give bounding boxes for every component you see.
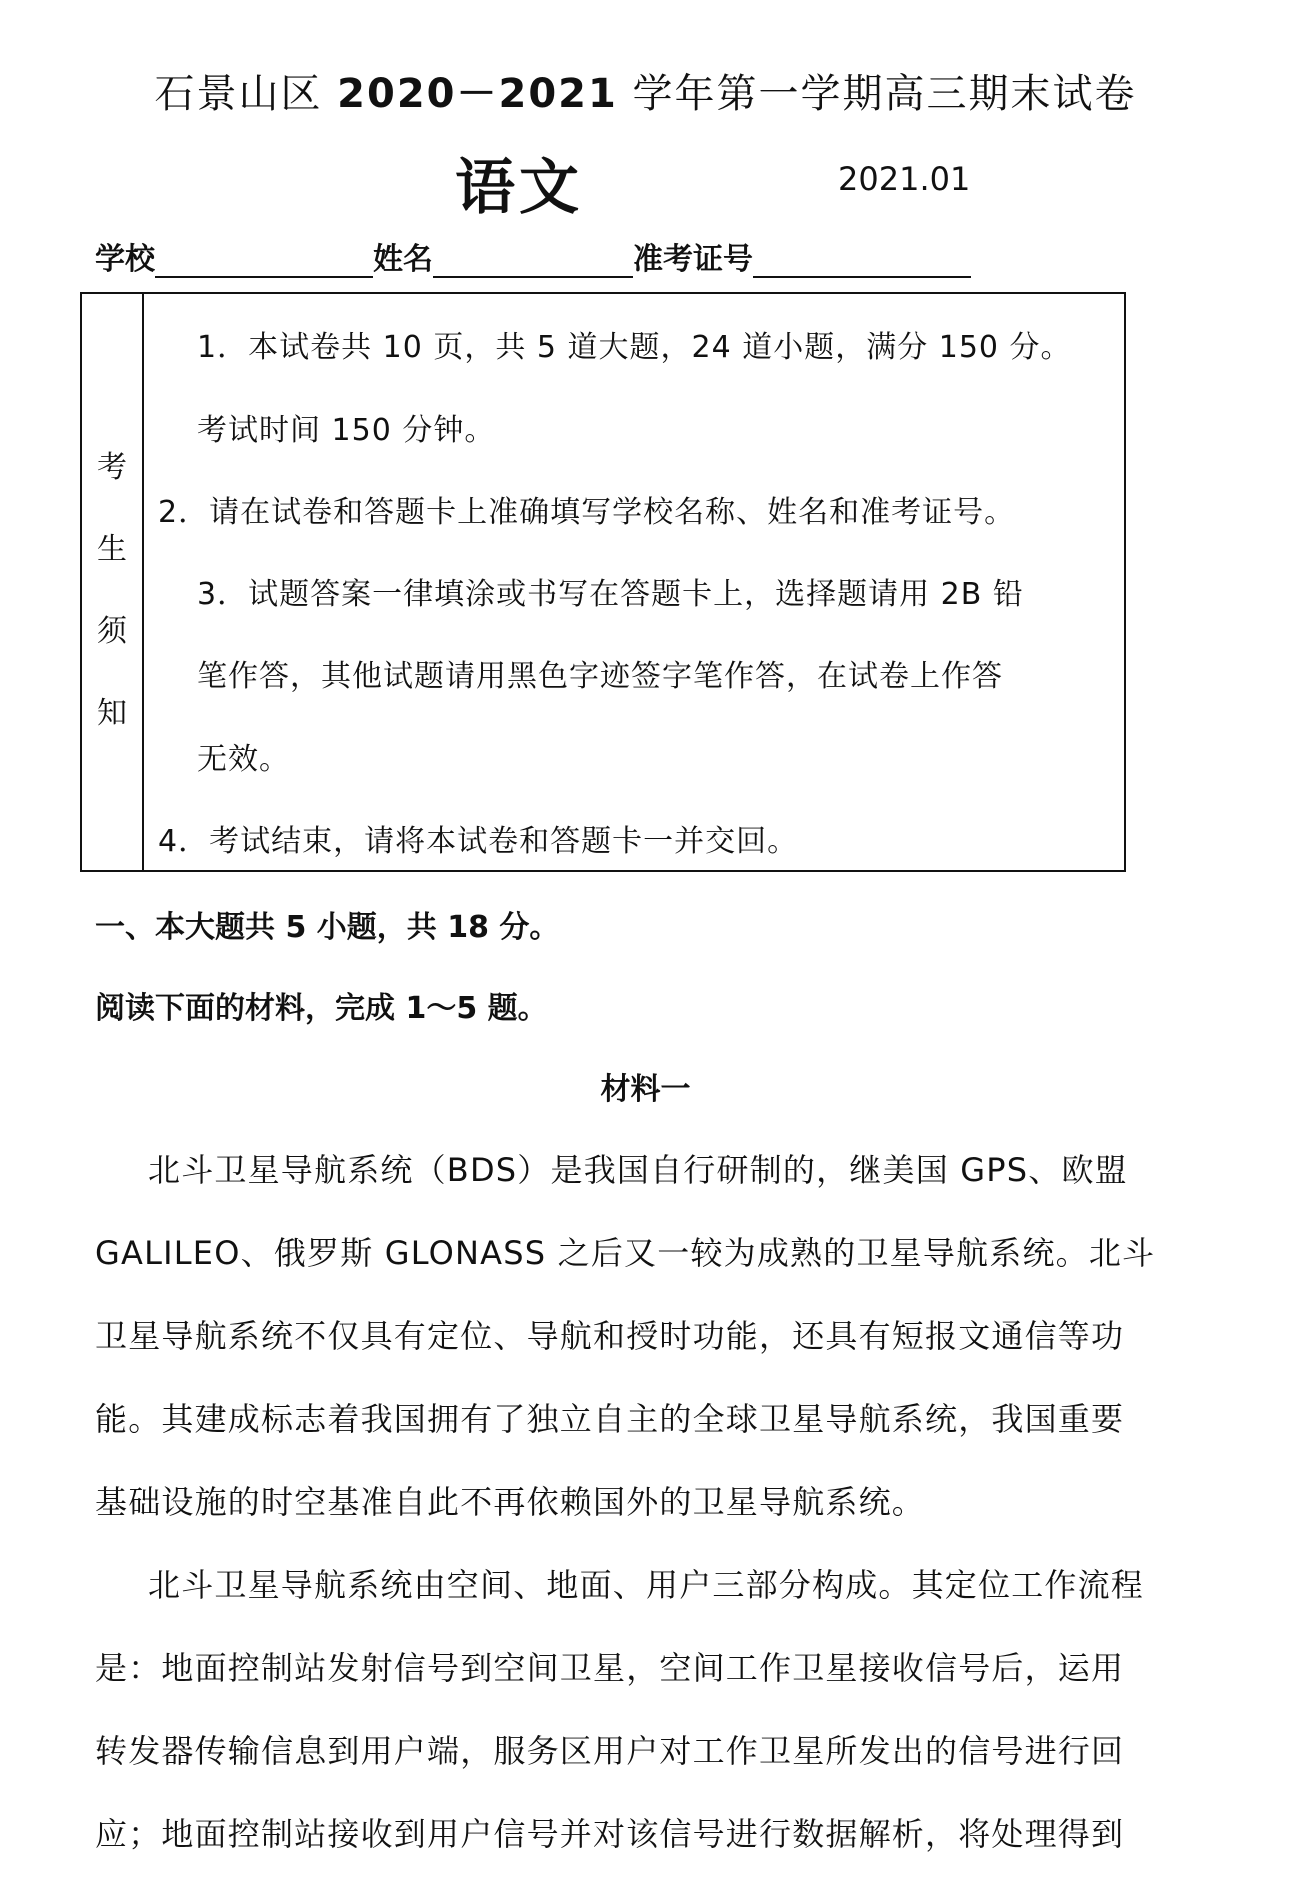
paragraph-line: 能。其建成标志着我国拥有了独立自主的全球卫星导航系统，我国重要 <box>95 1400 1125 1438</box>
paragraph-line: GALILEO、俄罗斯 GLONASS 之后又一较为成熟的卫星导航系统。北斗 <box>95 1234 1156 1272</box>
exam-no-label: 准考证号 <box>633 242 753 277</box>
exam-no-blank[interactable] <box>753 246 971 278</box>
section-heading: 一、本大题共 5 小题，共 18 分。 <box>95 910 560 945</box>
paragraph-line: 是：地面控制站发射信号到空间卫星，空间工作卫星接收信号后，运用 <box>95 1649 1125 1687</box>
school-blank[interactable] <box>155 246 373 278</box>
paragraph-line: 北斗卫星导航系统（BDS）是我国自行研制的，继美国 GPS、欧盟 <box>148 1151 1128 1189</box>
name-blank[interactable] <box>433 246 633 278</box>
candidate-notice-box <box>80 292 1126 872</box>
name-label: 姓名 <box>373 242 433 277</box>
notice-line: 笔作答，其他试题请用黑色字迹签字笔作答，在试卷上作答 <box>197 659 1003 694</box>
notice-line: 2．请在试卷和答题卡上准确填写学校名称、姓名和准考证号。 <box>158 495 1016 530</box>
notice-line: 4．考试结束，请将本试卷和答题卡一并交回。 <box>158 824 799 859</box>
notice-label-char: 知 <box>97 696 127 731</box>
notice-label-char: 须 <box>97 614 127 649</box>
title-term: 学年第一学期高三期末试卷 <box>632 71 1137 117</box>
notice-line: 无效。 <box>197 742 290 777</box>
paragraph-line: 基础设施的时空基准自此不再依赖国外的卫星导航系统。 <box>95 1483 926 1521</box>
notice-line: 考试时间 150 分钟。 <box>197 413 496 448</box>
paragraph-line: 应；地面控制站接收到用户信号并对该信号进行数据解析，将处理得到 <box>95 1815 1125 1853</box>
notice-label-char: 考 <box>97 450 127 485</box>
student-info-row <box>95 234 971 278</box>
notice-divider <box>142 294 144 870</box>
paragraph-line: 转发器传输信息到用户端，服务区用户对工作卫星所发出的信号进行回 <box>95 1732 1125 1770</box>
paragraph-line: 北斗卫星导航系统由空间、地面、用户三部分构成。其定位工作流程 <box>148 1566 1145 1604</box>
notice-line: 1．本试卷共 10 页，共 5 道大题，24 道小题，满分 150 分。 <box>197 330 1072 365</box>
exam-title <box>0 62 1291 119</box>
notice-label-char: 生 <box>97 532 127 567</box>
reading-instruction: 阅读下面的材料，完成 1～5 题。 <box>95 991 548 1026</box>
paragraph-line: 卫星导航系统不仅具有定位、导航和授时功能，还具有短报文通信等功 <box>95 1317 1125 1355</box>
title-district: 石景山区 <box>154 71 323 117</box>
subject-title: 语文 <box>455 153 583 223</box>
notice-line: 3．试题答案一律填涂或书写在答题卡上，选择题请用 2B 铅 <box>197 577 1024 612</box>
school-label: 学校 <box>95 242 155 277</box>
title-years: 2020－2021 <box>337 71 618 117</box>
exam-date: 2021.01 <box>838 160 971 198</box>
material-title: 材料一 <box>600 1072 691 1107</box>
